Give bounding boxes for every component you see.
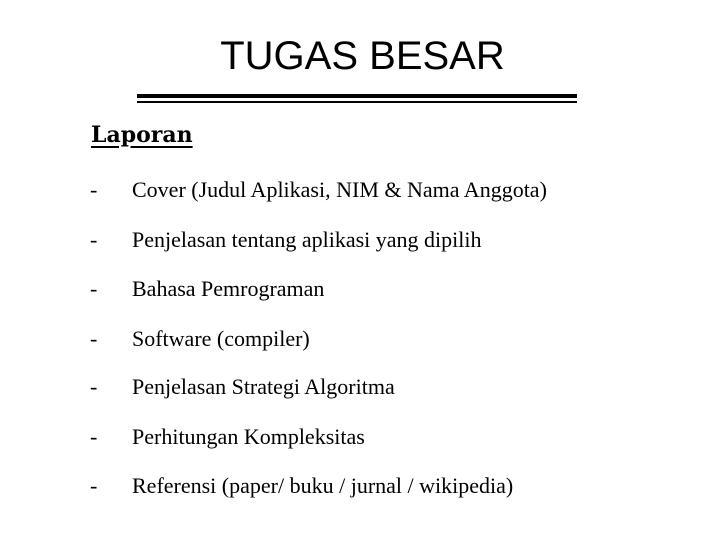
list-item-text: Cover (Judul Aplikasi, NIM & Nama Anggota) (132, 177, 547, 202)
list-item-text: Software (compiler) (132, 326, 310, 351)
bullet-dash: - (90, 374, 98, 399)
list-item (0, 422, 720, 452)
list-item-text: Referensi (paper/ buku / jurnal / wikipedia) (132, 473, 514, 498)
bullet-dash: - (90, 326, 98, 351)
list-item-text: Penjelasan tentang aplikasi yang dipilih (132, 227, 482, 252)
list-item-text: Penjelasan Strategi Algoritma (132, 374, 395, 399)
section-heading: Laporan (91, 122, 193, 148)
slide-title: TUGAS BESAR (220, 34, 505, 78)
bullet-dash: - (90, 424, 98, 449)
list-item (0, 274, 720, 304)
list-item (0, 175, 720, 205)
bullet-dash: - (90, 227, 98, 252)
bullet-dash: - (90, 177, 98, 202)
list-item (0, 471, 720, 501)
title-divider-thin (137, 101, 577, 103)
list-item (0, 324, 720, 354)
list-item-text: Bahasa Pemrograman (132, 276, 325, 301)
bullet-dash: - (90, 473, 98, 498)
title-divider-thick (137, 94, 577, 98)
list-item-text: Perhitungan Kompleksitas (132, 424, 365, 449)
bullet-dash: - (90, 276, 98, 301)
list-item (0, 372, 720, 402)
list-item (0, 225, 720, 255)
